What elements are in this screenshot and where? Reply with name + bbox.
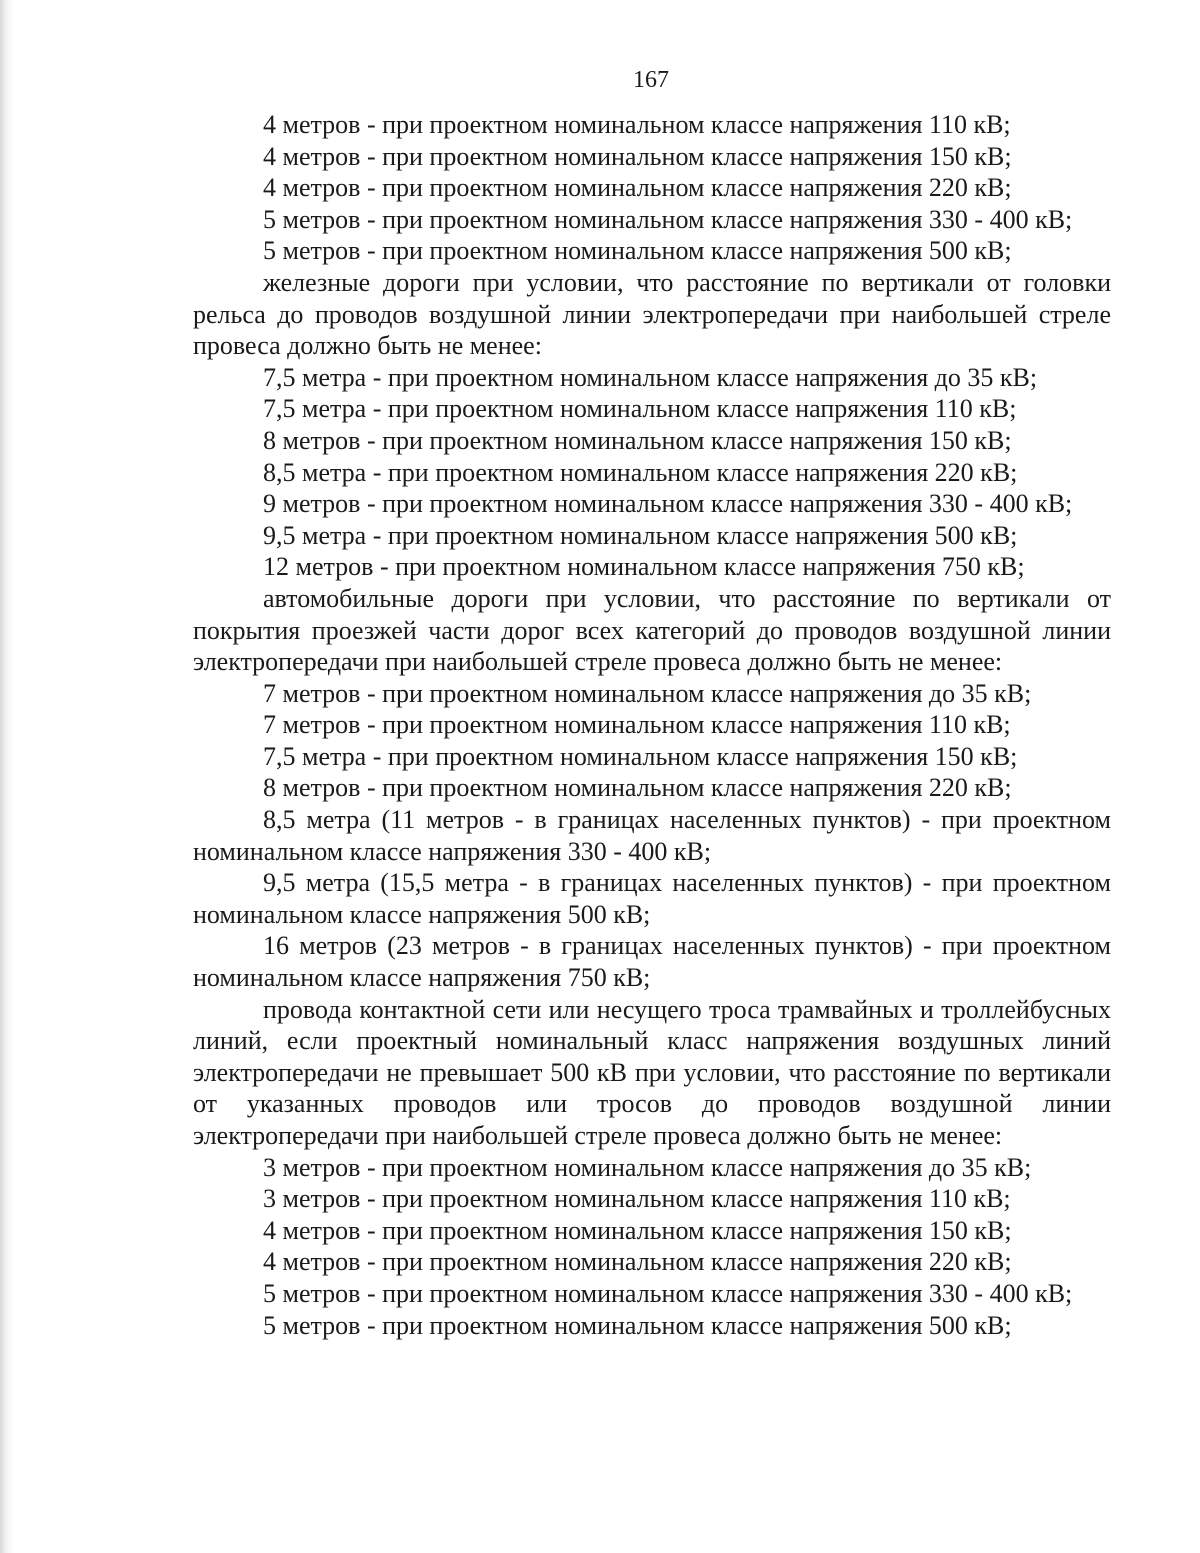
paragraph: 7 метров - при проектном номинальном классе напряжения 110 кВ;	[263, 710, 1011, 740]
paragraph: 3 метров - при проектном номинальном классе напряжения 110 кВ;	[263, 1184, 1011, 1214]
scan-edge-shadow	[0, 0, 14, 1553]
paragraph: 4 метров - при проектном номинальном классе напряжения 220 кВ;	[263, 1247, 1012, 1277]
paragraph: железные дороги при условии, что расстояние по вертикали от головки рельса до проводов воздушной линии электропередачи при наибольшей стреле провеса должно быть не менее:	[193, 267, 1111, 361]
paragraph: 8 метров - при проектном номинальном классе напряжения 150 кВ;	[263, 425, 1012, 455]
paragraph: 8,5 метра - при проектном номинальном классе напряжения 220 кВ;	[263, 457, 1018, 487]
paragraph: 4 метров - при проектном номинальном классе напряжения 150 кВ;	[263, 1215, 1012, 1245]
paragraph: 12 метров - при проектном номинальном классе напряжения 750 кВ;	[263, 552, 1025, 582]
paragraph: 7,5 метра - при проектном номинальном классе напряжения 150 кВ;	[263, 741, 1018, 771]
paragraph: 5 метров - при проектном номинальном классе напряжения 500 кВ;	[263, 1310, 1012, 1340]
paragraph: 4 метров - при проектном номинальном классе напряжения 220 кВ;	[263, 173, 1012, 203]
paragraph: 5 метров - при проектном номинальном классе напряжения 330 - 400 кВ;	[263, 1278, 1073, 1308]
document-body	[193, 109, 1111, 1341]
paragraph: 7,5 метра - при проектном номинальном классе напряжения 110 кВ;	[263, 394, 1017, 424]
paragraph: 5 метров - при проектном номинальном классе напряжения 500 кВ;	[263, 236, 1012, 266]
paragraph: 9,5 метра (15,5 метра - в границах населенных пунктов) - при проектном номинальном классе напряжения 500 кВ;	[193, 868, 1111, 929]
paragraph: 9,5 метра - при проектном номинальном классе напряжения 500 кВ;	[263, 520, 1018, 550]
paragraph: 4 метров - при проектном номинальном классе напряжения 110 кВ;	[263, 110, 1011, 139]
paragraph: провода контактной сети или несущего троса трамвайных и троллейбусных линий, если проектный номинальный класс напряжения воздушных линий электропередачи не превышает 500 кВ при условии, что расстояние по вертикали от указанных проводов или тросов до проводов воздушной линии электропередачи при наибольшей стреле провеса должно быть не менее:	[193, 994, 1111, 1150]
paragraph: 7 метров - при проектном номинальном классе напряжения до 35 кВ;	[263, 678, 1032, 708]
paragraph: автомобильные дороги при условии, что расстояние по вертикали от покрытия проезжей части дорог всех категорий до проводов воздушной линии электропередачи при наибольшей стреле провеса должно быть не менее:	[193, 583, 1111, 677]
paragraph: 8 метров - при проектном номинальном классе напряжения 220 кВ;	[263, 773, 1012, 803]
page-number: 167	[633, 67, 669, 93]
paragraph: 4 метров - при проектном номинальном классе напряжения 150 кВ;	[263, 141, 1012, 171]
paragraph: 3 метров - при проектном номинальном классе напряжения до 35 кВ;	[263, 1152, 1032, 1182]
paragraph: 9 метров - при проектном номинальном классе напряжения 330 - 400 кВ;	[263, 489, 1073, 519]
paragraph: 8,5 метра (11 метров - в границах населенных пунктов) - при проектном номинальном классе напряжения 330 - 400 кВ;	[193, 805, 1111, 866]
paragraph: 7,5 метра - при проектном номинальном классе напряжения до 35 кВ;	[263, 362, 1038, 392]
paragraph: 16 метров (23 метров - в границах населенных пунктов) - при проектном номинальном классе напряжения 750 кВ;	[193, 931, 1111, 993]
paragraph: 5 метров - при проектном номинальном классе напряжения 330 - 400 кВ;	[263, 204, 1073, 234]
